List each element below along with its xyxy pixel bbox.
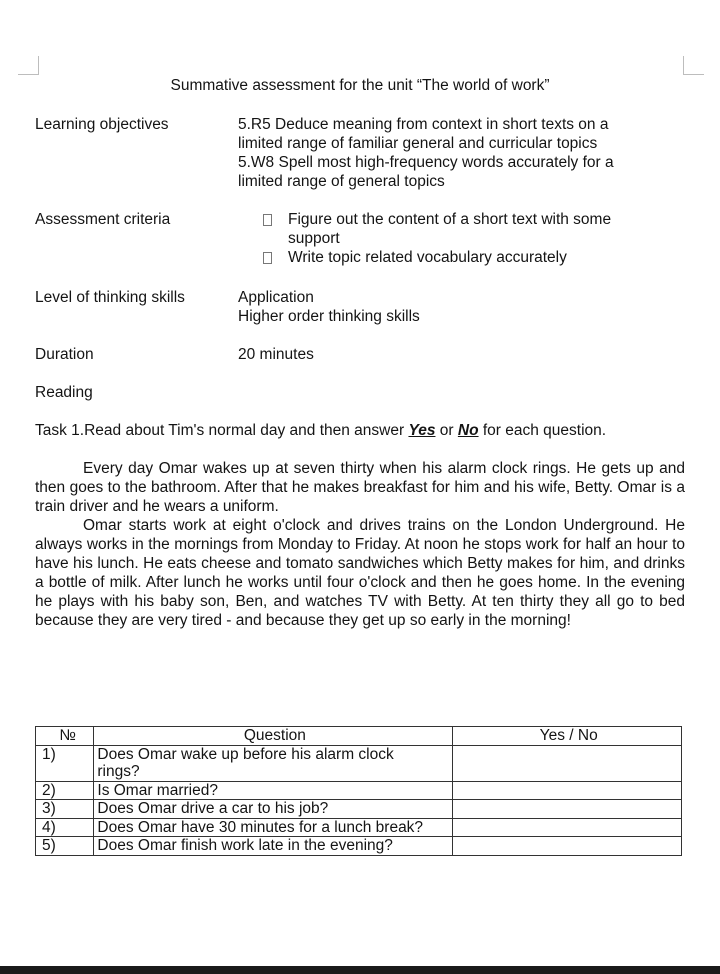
assessment-criteria-list [238, 210, 685, 267]
answer-cell[interactable] [453, 837, 682, 856]
task-text-end: for each question. [478, 422, 607, 439]
passage-line: At ten thirty they all go to bed because they are very tired - and because they get up so [35, 593, 686, 629]
passage-line: Omar starts work at eight o'clock and drives trains on the London Underground. [83, 517, 659, 534]
table-row [36, 800, 682, 819]
row-question: Is Omar married? [94, 781, 453, 800]
bullet-box-icon [263, 252, 272, 264]
row-question: Does Omar have 30 minutes for a lunch break? [94, 818, 453, 837]
task-yes: Yes [408, 422, 436, 439]
header-answer: Yes / No [453, 727, 682, 746]
answer-cell[interactable] [453, 800, 682, 819]
objective-line: limited range of general topics [238, 173, 445, 190]
table-row [36, 837, 682, 856]
row-number: 5) [36, 837, 94, 856]
objective-line: limited range of familiar general and curricular topics [238, 135, 598, 152]
bottom-edge-bar [0, 966, 720, 974]
passage-line: He always works in the mornings from Monday to Friday. At noon he stops work for half [35, 517, 685, 553]
passage-paragraph [35, 516, 685, 630]
passage-line: for him, and drinks a bottle of milk. After lunch he works until four o'clock and then he [35, 555, 685, 591]
passage-line: Betty. Omar is a train driver and he wears a uniform. [35, 479, 685, 515]
passage-line: early in the morning! [430, 612, 571, 629]
margin-corner-mark-right [683, 56, 704, 75]
criteria-item-line: Write topic related vocabulary accurately [288, 249, 567, 266]
passage-paragraph [35, 459, 685, 516]
row-question [94, 745, 453, 781]
criteria-item-line: support [288, 230, 340, 247]
question-line: rings? [97, 763, 140, 780]
table-row [36, 781, 682, 800]
task-no: No [457, 422, 479, 439]
section-heading: Reading [35, 384, 93, 401]
question-line: Does Omar wake up before his alarm clock [97, 745, 394, 763]
header-number: № [36, 727, 94, 746]
answer-cell[interactable] [453, 818, 682, 837]
row-number: 2) [36, 781, 94, 800]
row-number: 3) [36, 800, 94, 819]
thinking-skill-line: Application [238, 289, 314, 306]
learning-objectives-label: Learning objectives [35, 116, 169, 133]
answer-cell[interactable] [453, 781, 682, 800]
thinking-skills-value [238, 288, 685, 326]
criteria-item [238, 210, 685, 248]
task-text: Read about Tim's normal day and then answer [84, 422, 409, 439]
assessment-criteria-label: Assessment criteria [35, 211, 171, 228]
row-number: 1) [36, 745, 94, 781]
row-number: 4) [36, 818, 94, 837]
learning-objectives-text [238, 115, 685, 191]
table-header-row [36, 727, 682, 746]
row-question: Does Omar finish work late in the evening? [94, 837, 453, 856]
thinking-skill-line: Higher order thinking skills [238, 308, 420, 325]
row-question: Does Omar drive a car to his job? [94, 800, 453, 819]
answer-cell[interactable] [453, 745, 682, 781]
passage-line: an hour to have his lunch. He eats cheese and tomato sandwiches which Betty makes [35, 536, 685, 572]
criteria-item [238, 248, 685, 267]
thinking-skills-label: Level of thinking skills [35, 289, 185, 306]
criteria-item-line: Figure out the content of a short text with some [288, 211, 612, 228]
table-row [36, 745, 682, 781]
header-question: Question [94, 727, 453, 746]
objective-line: 5.R5 Deduce meaning from context in short texts on a [238, 116, 609, 133]
bullet-box-icon [263, 214, 272, 226]
table-row [36, 818, 682, 837]
passage-line: and then goes to the bathroom. After that he makes breakfast for him and his wife, [35, 460, 686, 496]
questions-table [35, 726, 682, 856]
task-instruction [35, 421, 685, 441]
objective-line: 5.W8 Spell most high-frequency words accurately for a [238, 154, 614, 171]
passage-line: Every day Omar wakes up at seven thirty when his alarm clock rings. He gets up [83, 460, 654, 477]
margin-corner-mark-left [18, 56, 39, 75]
document-title: Summative assessment for the unit “The world of work” [170, 77, 550, 94]
duration-label: Duration [35, 346, 94, 363]
task-label: Task 1. [35, 422, 85, 439]
reading-passage [35, 459, 685, 630]
duration-value: 20 minutes [238, 346, 314, 363]
task-text-mid: or [435, 422, 458, 439]
passage-line: goes home. In the evening he plays with his baby son, Ben, and watches TV with Betty. [35, 574, 686, 610]
